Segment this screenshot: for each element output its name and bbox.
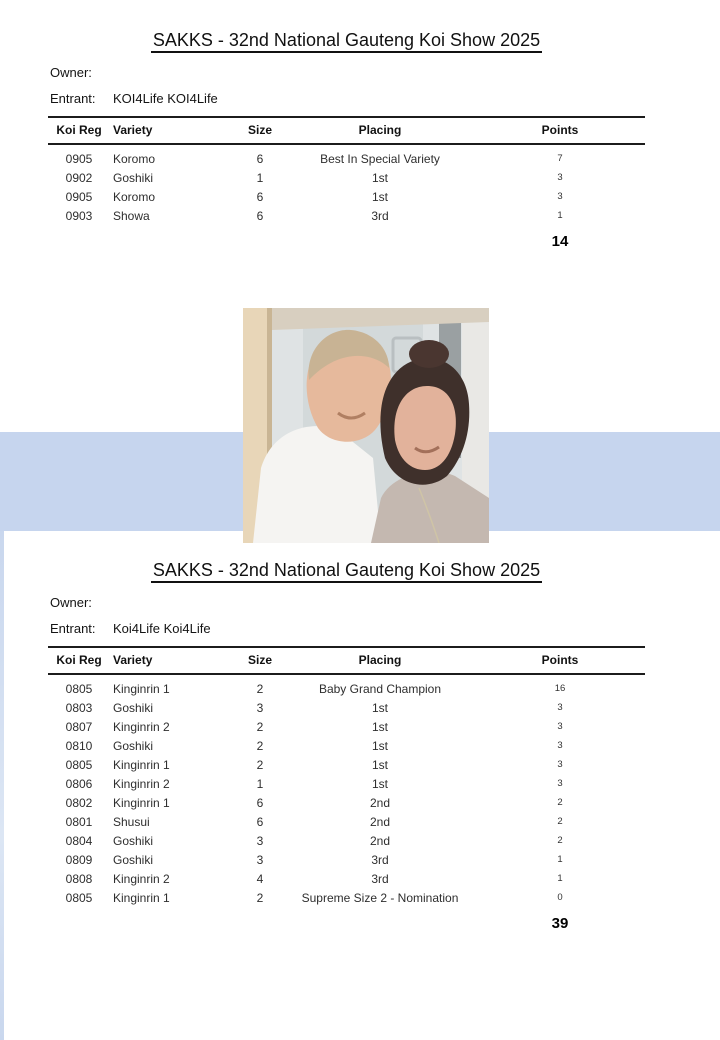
- cell-placing: Baby Grand Champion: [318, 681, 442, 696]
- cell-points: 3: [557, 759, 563, 770]
- cell-size: 2: [256, 738, 264, 753]
- cell-koi-reg: 0805: [65, 757, 93, 772]
- cell-points: 2: [557, 835, 563, 846]
- table-row: [48, 187, 645, 206]
- cell-koi-reg: 0805: [65, 890, 93, 905]
- table-row: [48, 698, 645, 717]
- cell-variety: Kinginrin 2: [113, 871, 170, 886]
- cell-points: 7: [557, 153, 563, 164]
- owner-line: [50, 64, 645, 82]
- cell-points: 3: [557, 740, 563, 751]
- cell-koi-reg: 0804: [65, 833, 93, 848]
- entrant-label: Entrant:: [50, 91, 96, 106]
- cell-points: 2: [557, 816, 563, 827]
- page-title: SAKKS - 32nd National Gauteng Koi Show 2025: [48, 558, 645, 582]
- cell-size: 2: [256, 757, 264, 772]
- table-row: [48, 793, 645, 812]
- table-row: [48, 774, 645, 793]
- table-row: [48, 812, 645, 831]
- cell-size: 6: [256, 208, 264, 223]
- cell-points: 0: [557, 892, 563, 903]
- cell-koi-reg: 0905: [65, 151, 93, 166]
- cell-koi-reg: 0810: [65, 738, 93, 753]
- cell-placing: Supreme Size 2 - Nomination: [301, 890, 459, 905]
- cell-size: 6: [256, 151, 264, 166]
- owner-label: Owner:: [50, 595, 92, 610]
- entrant-value: KOI4Life KOI4Life: [113, 91, 218, 106]
- column-header-variety: Variety: [110, 117, 235, 144]
- cell-points: 1: [557, 873, 563, 884]
- cell-placing: 2nd: [369, 795, 391, 810]
- cell-points: 3: [557, 778, 563, 789]
- cell-koi-reg: 0903: [65, 208, 93, 223]
- table-header-row: [48, 647, 645, 674]
- cell-points: 3: [557, 172, 563, 183]
- cell-koi-reg: 0806: [65, 776, 93, 791]
- cell-koi-reg: 0802: [65, 795, 93, 810]
- table-row: [48, 168, 645, 187]
- cell-variety: Showa: [113, 208, 150, 223]
- total-row: [48, 225, 645, 254]
- cell-koi-reg: 0809: [65, 852, 93, 867]
- couple-photo: [243, 308, 489, 543]
- cell-placing: 1st: [371, 757, 388, 772]
- table-row: [48, 850, 645, 869]
- cell-size: 4: [256, 871, 264, 886]
- cell-variety: Shusui: [113, 814, 150, 829]
- results-table-1: [48, 116, 645, 254]
- cell-size: 6: [256, 189, 264, 204]
- cell-variety: Goshiki: [113, 833, 154, 848]
- cell-koi-reg: 0902: [65, 170, 93, 185]
- cell-koi-reg: 0807: [65, 719, 93, 734]
- cell-variety: Kinginrin 1: [113, 795, 170, 810]
- page-title: SAKKS - 32nd National Gauteng Koi Show 2025: [48, 28, 645, 52]
- cell-variety: Kinginrin 2: [113, 776, 170, 791]
- cell-size: 6: [256, 795, 264, 810]
- cell-placing: 3rd: [371, 852, 389, 867]
- cell-placing: 3rd: [371, 208, 389, 223]
- table-row: [48, 674, 645, 698]
- column-header-koi-reg: Koi Reg: [48, 117, 110, 144]
- cell-variety: Kinginrin 1: [113, 757, 170, 772]
- cell-size: 2: [256, 890, 264, 905]
- cell-variety: Koromo: [113, 151, 156, 166]
- table-row: [48, 869, 645, 888]
- results-table-2: [48, 646, 645, 936]
- cell-koi-reg: 0805: [65, 681, 93, 696]
- cell-points: 16: [554, 683, 566, 694]
- couple-photo-graphic: [243, 308, 489, 543]
- left-edge-strip: [0, 531, 4, 1040]
- cell-points: 3: [557, 191, 563, 202]
- owner-label: Owner:: [50, 65, 92, 80]
- cell-points: 1: [557, 210, 563, 221]
- column-header-points: Points: [475, 647, 645, 674]
- table-row: [48, 831, 645, 850]
- cell-placing: Best In Special Variety: [320, 151, 440, 166]
- cell-size: 2: [256, 719, 264, 734]
- cell-size: 3: [256, 833, 264, 848]
- cell-placing: 2nd: [369, 814, 391, 829]
- entrant-line: [50, 90, 645, 108]
- table-row: [48, 717, 645, 736]
- cell-variety: Koromo: [113, 189, 156, 204]
- cell-variety: Goshiki: [113, 738, 154, 753]
- cell-variety: Goshiki: [113, 852, 154, 867]
- table-row: [48, 755, 645, 774]
- cell-placing: 1st: [371, 189, 388, 204]
- cell-koi-reg: 0803: [65, 700, 93, 715]
- column-header-placing: Placing: [285, 117, 475, 144]
- cell-variety: Kinginrin 1: [113, 890, 170, 905]
- cell-variety: Goshiki: [113, 170, 154, 185]
- cell-points: 2: [557, 797, 563, 808]
- total-points: 39: [551, 914, 569, 932]
- cell-placing: 1st: [371, 776, 388, 791]
- cell-size: 3: [256, 852, 264, 867]
- cell-size: 6: [256, 814, 264, 829]
- table-header-row: [48, 117, 645, 144]
- cell-points: 3: [557, 721, 563, 732]
- table-row: [48, 888, 645, 907]
- cell-placing: 3rd: [371, 871, 389, 886]
- cell-placing: 1st: [371, 738, 388, 753]
- cell-koi-reg: 0801: [65, 814, 93, 829]
- total-row: [48, 907, 645, 936]
- cell-placing: 1st: [371, 700, 388, 715]
- column-header-variety: Variety: [110, 647, 235, 674]
- entrant-line: [50, 620, 645, 638]
- column-header-points: Points: [475, 117, 645, 144]
- report-section-1: [48, 28, 645, 254]
- cell-variety: Kinginrin 1: [113, 681, 170, 696]
- cell-size: 1: [256, 776, 264, 791]
- cell-placing: 1st: [371, 719, 388, 734]
- cell-koi-reg: 0905: [65, 189, 93, 204]
- cell-size: 2: [256, 681, 264, 696]
- table-row: [48, 736, 645, 755]
- cell-size: 1: [256, 170, 264, 185]
- entrant-value: Koi4Life Koi4Life: [113, 621, 211, 636]
- owner-line: [50, 594, 645, 612]
- column-header-size: Size: [235, 117, 285, 144]
- table-row: [48, 206, 645, 225]
- column-header-size: Size: [235, 647, 285, 674]
- total-points: 14: [551, 232, 569, 250]
- cell-points: 3: [557, 702, 563, 713]
- cell-variety: Goshiki: [113, 700, 154, 715]
- table-row: [48, 144, 645, 168]
- cell-placing: 2nd: [369, 833, 391, 848]
- cell-variety: Kinginrin 2: [113, 719, 170, 734]
- cell-placing: 1st: [371, 170, 388, 185]
- cell-koi-reg: 0808: [65, 871, 93, 886]
- column-header-koi-reg: Koi Reg: [48, 647, 110, 674]
- cell-size: 3: [256, 700, 264, 715]
- entrant-label: Entrant:: [50, 621, 96, 636]
- report-section-2: [48, 558, 645, 936]
- column-header-placing: Placing: [285, 647, 475, 674]
- cell-points: 1: [557, 854, 563, 865]
